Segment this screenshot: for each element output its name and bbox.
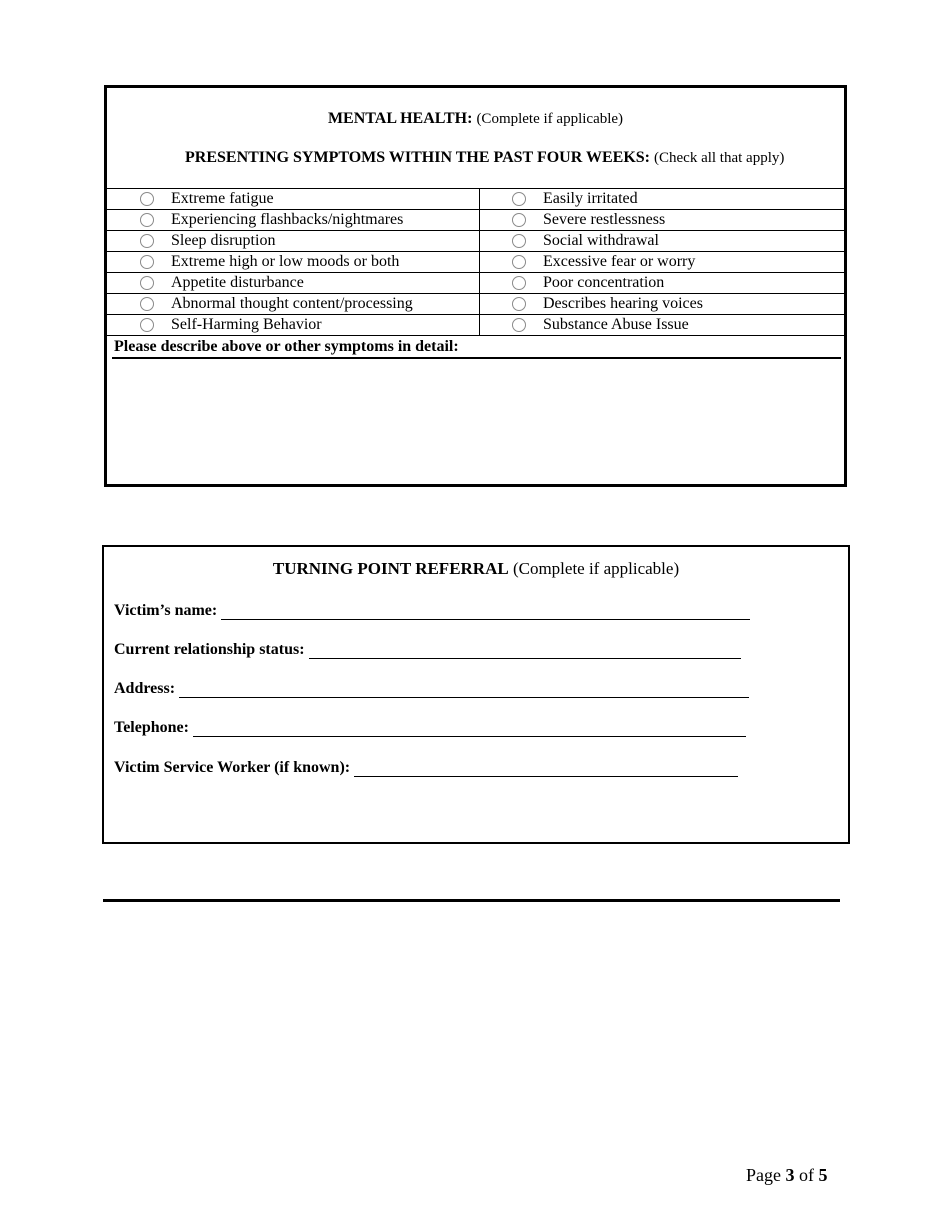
- symptoms-table: [107, 188, 844, 336]
- symptoms-heading-bold: PRESENTING SYMPTOMS WITHIN THE PAST FOUR WEEKS:: [185, 149, 650, 166]
- symptom-radio[interactable]: [512, 297, 526, 311]
- address-field: [114, 678, 749, 698]
- field-label: Current relationship status:: [114, 641, 305, 658]
- symptom-radio[interactable]: [140, 213, 154, 227]
- symptom-label: Severe restlessness: [543, 211, 666, 228]
- symptom-label: Appetite disturbance: [171, 274, 304, 291]
- victim-name-input[interactable]: [221, 603, 750, 620]
- page-of: of: [799, 1165, 814, 1185]
- telephone-field: [114, 717, 746, 737]
- referral-title-note: (Complete if applicable): [512, 559, 680, 578]
- symptom-label: Sleep disruption: [171, 232, 276, 249]
- symptom-label: Substance Abuse Issue: [543, 316, 689, 333]
- mental-health-section: [104, 85, 847, 487]
- symptom-label: Easily irritated: [543, 190, 638, 207]
- relationship-status-field: [114, 639, 741, 659]
- relationship-status-input[interactable]: [309, 642, 741, 659]
- symptom-label: Extreme high or low moods or both: [171, 253, 400, 270]
- field-label: Telephone:: [114, 719, 189, 736]
- mental-health-title-note: (Complete if applicable): [476, 111, 624, 127]
- symptom-row: [107, 294, 844, 315]
- victim-name-field: [114, 600, 750, 620]
- symptom-radio[interactable]: [140, 192, 154, 206]
- symptom-radio[interactable]: [140, 255, 154, 269]
- page-prefix: Page: [746, 1165, 781, 1185]
- symptom-radio[interactable]: [512, 234, 526, 248]
- field-label: Address:: [114, 680, 176, 697]
- mental-health-title-bold: MENTAL HEALTH:: [327, 110, 473, 127]
- symptom-row: [107, 315, 844, 336]
- victim-service-worker-input[interactable]: [354, 760, 738, 777]
- symptom-label: Experiencing flashbacks/nightmares: [171, 211, 404, 228]
- symptom-label: Social withdrawal: [543, 232, 659, 249]
- symptom-label: Describes hearing voices: [543, 295, 703, 312]
- mental-health-title: [107, 110, 844, 128]
- detail-label: Please describe above or other symptoms in detail:: [114, 338, 459, 355]
- referral-section: [102, 545, 850, 844]
- symptom-row: [107, 252, 844, 273]
- symptom-row: [107, 210, 844, 231]
- symptom-row: [107, 231, 844, 252]
- page-total: 5: [818, 1165, 828, 1185]
- symptoms-heading-note: (Check all that apply): [654, 150, 785, 166]
- telephone-input[interactable]: [193, 720, 746, 737]
- symptoms-heading: [185, 149, 844, 167]
- page-number: [746, 1165, 828, 1186]
- address-input[interactable]: [179, 681, 749, 698]
- symptom-label: Abnormal thought content/processing: [171, 295, 413, 312]
- symptom-radio[interactable]: [512, 192, 526, 206]
- symptom-radio[interactable]: [512, 213, 526, 227]
- symptom-row: [107, 273, 844, 294]
- symptom-label: Poor concentration: [543, 274, 665, 291]
- detail-divider: [112, 357, 841, 359]
- symptom-row: [107, 189, 844, 210]
- symptom-radio[interactable]: [140, 234, 154, 248]
- symptom-label: Extreme fatigue: [171, 190, 274, 207]
- field-label: Victim Service Worker (if known):: [114, 759, 351, 776]
- symptom-radio[interactable]: [512, 318, 526, 332]
- symptom-radio[interactable]: [512, 276, 526, 290]
- symptom-radio[interactable]: [140, 297, 154, 311]
- field-label: Victim’s name:: [114, 602, 218, 619]
- symptom-radio[interactable]: [140, 276, 154, 290]
- symptom-label: Self-Harming Behavior: [171, 316, 322, 333]
- referral-title-bold: TURNING POINT REFERRAL: [272, 559, 509, 578]
- victim-service-worker-field: [114, 757, 738, 777]
- bottom-divider: [103, 899, 840, 902]
- symptom-label: Excessive fear or worry: [543, 253, 696, 270]
- symptom-radio[interactable]: [140, 318, 154, 332]
- symptom-radio[interactable]: [512, 255, 526, 269]
- page-current: 3: [785, 1165, 795, 1185]
- referral-title: [104, 559, 848, 579]
